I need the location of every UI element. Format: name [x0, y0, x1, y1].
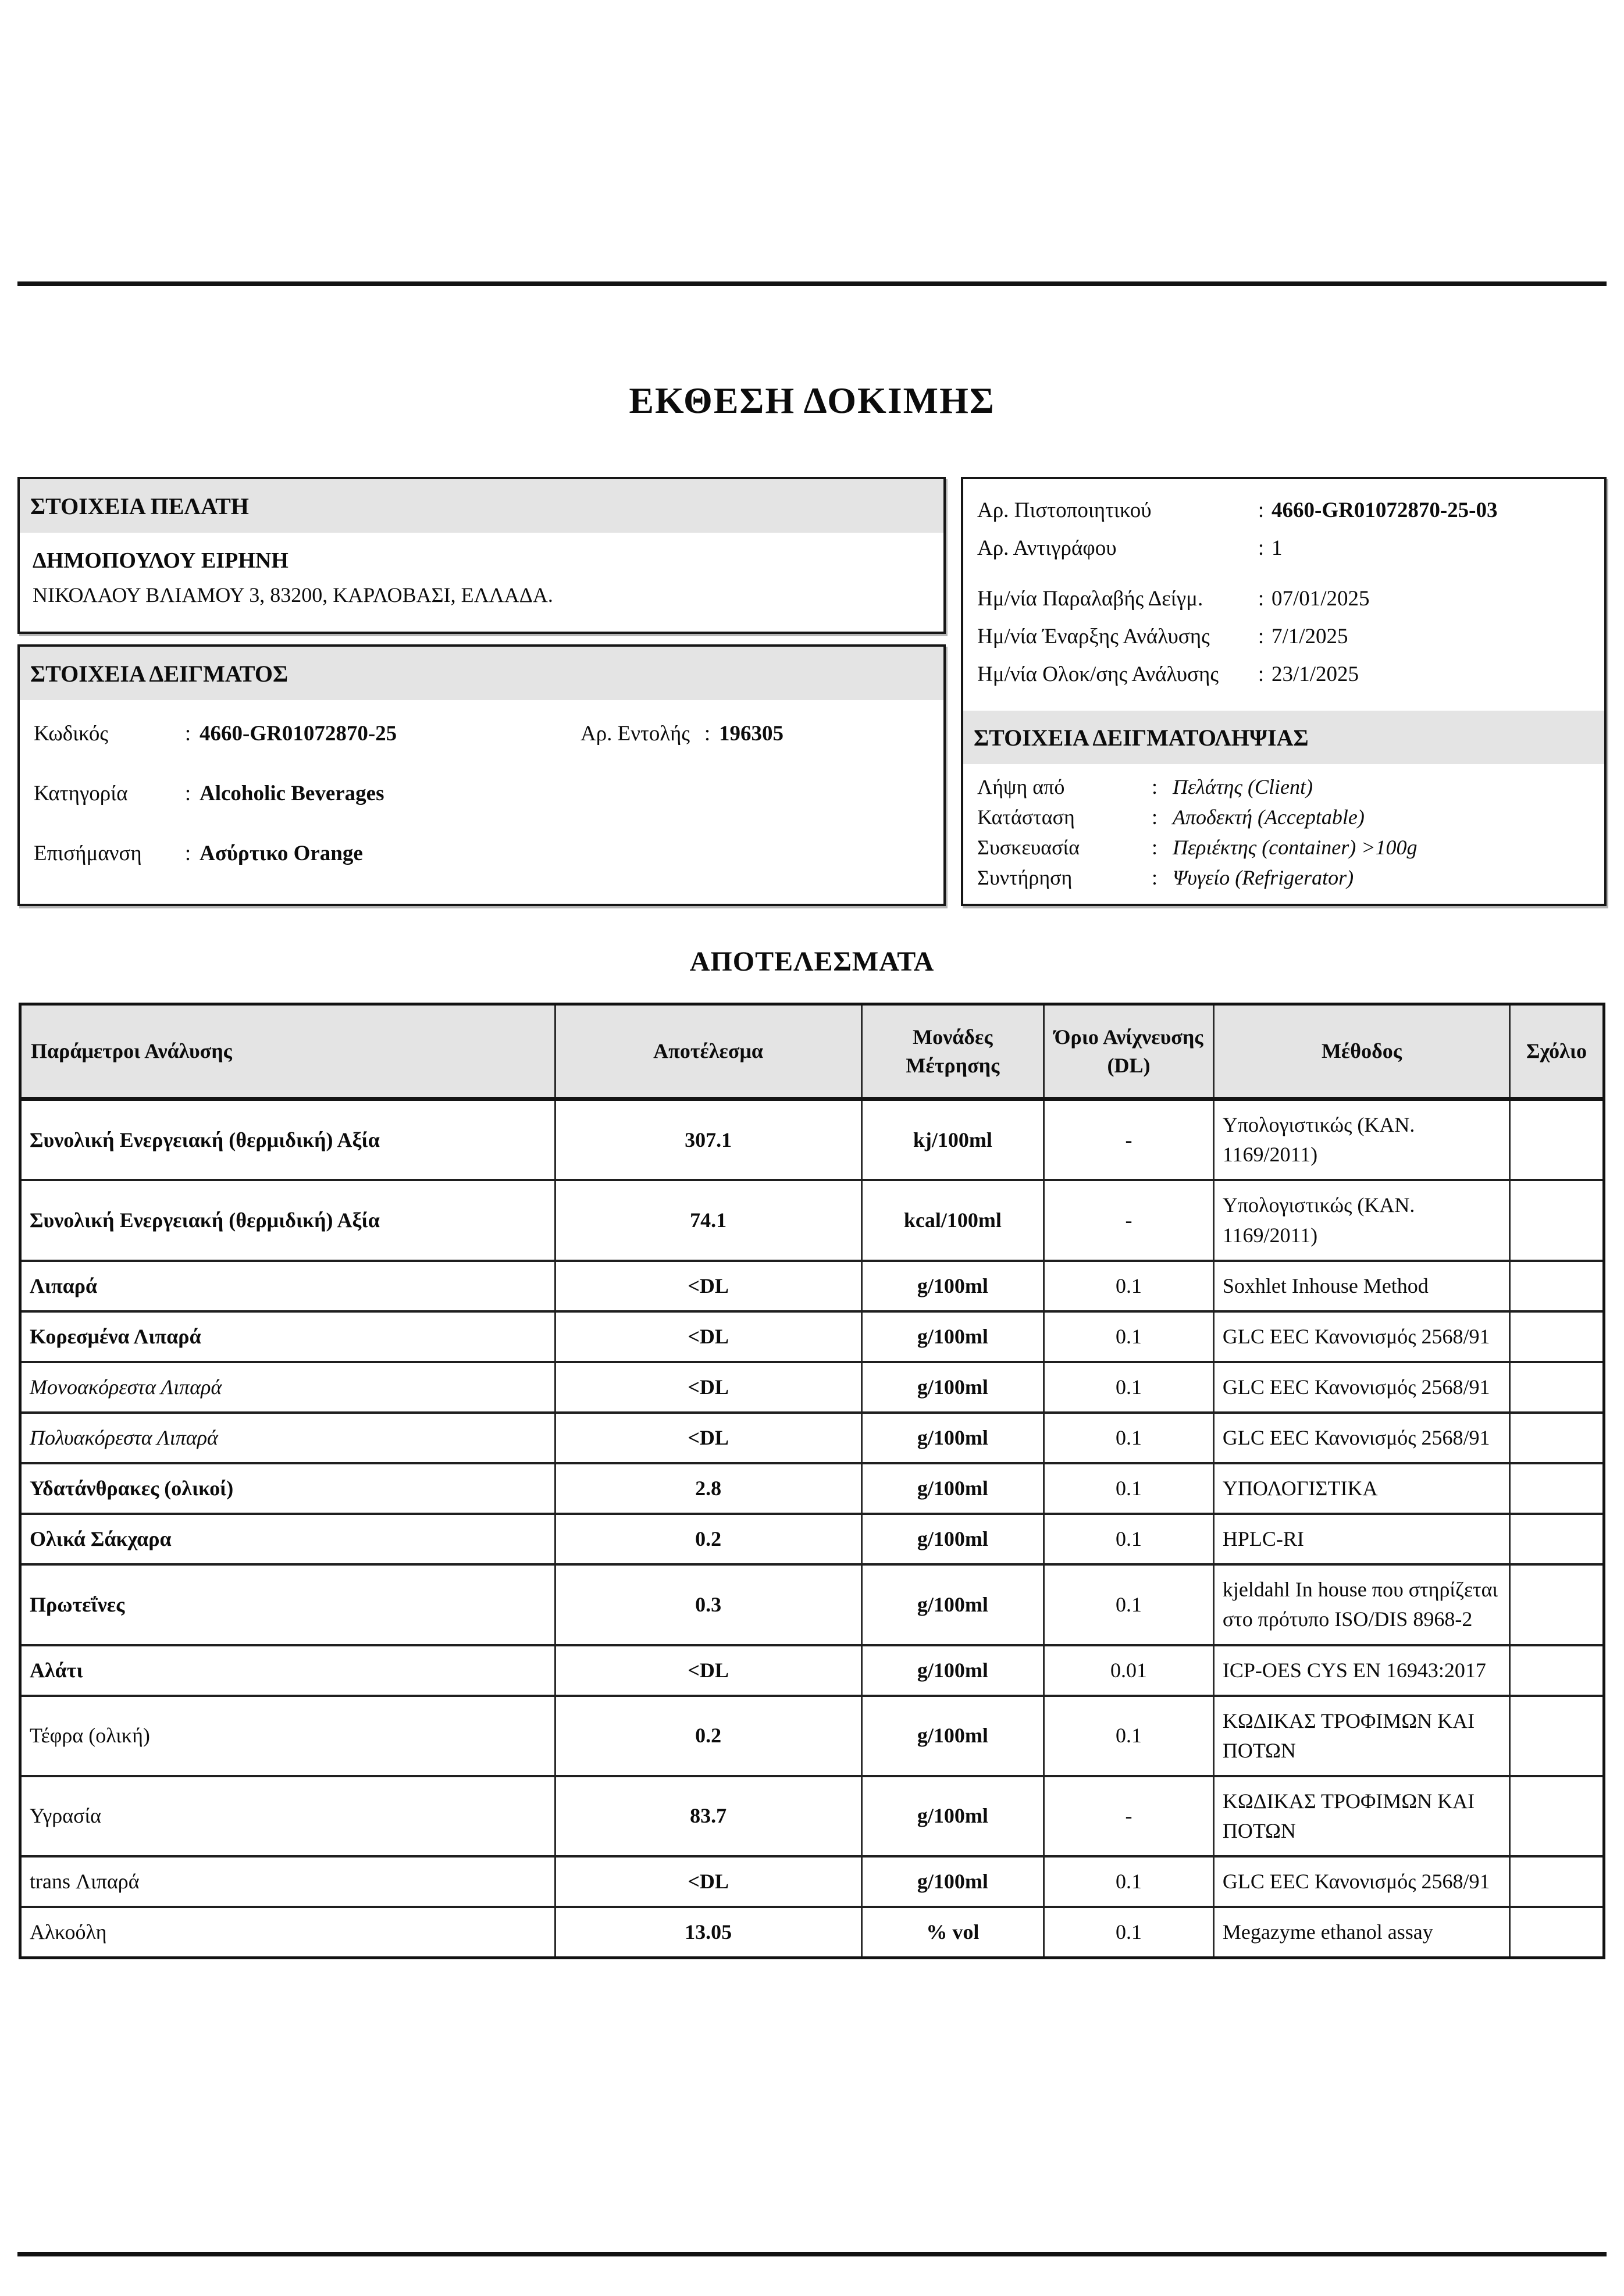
detection-limit-cell: - — [1044, 1099, 1214, 1181]
table-row — [20, 1261, 1604, 1311]
unit-cell: g/100ml — [861, 1645, 1044, 1696]
comment-cell — [1510, 1514, 1604, 1564]
method-cell: ICP-OES CYS EN 16943:2017 — [1213, 1645, 1509, 1696]
table-row — [20, 1907, 1604, 1958]
certificate-row-label: Αρ. Αντιγράφου — [977, 536, 1117, 560]
client-name: ΔΗΜΟΠΟΥΛΟΥ ΕΙΡΗΝΗ — [33, 548, 289, 573]
unit-cell: kcal/100ml — [861, 1180, 1044, 1260]
sample-section-header: ΣΤΟΙΧΕΙΑ ΔΕΙΓΜΑΤΟΣ — [20, 647, 943, 700]
info-section — [17, 477, 1607, 906]
sample-labeling-label: Επισήμανση — [34, 842, 142, 865]
method-cell: kjeldahl In house που στηρίζεται στο πρότυπο ISO/DIS 8968-2 — [1213, 1564, 1509, 1645]
unit-cell: g/100ml — [861, 1311, 1044, 1362]
sampling-row-label: Λήψη από — [977, 775, 1065, 798]
unit-cell: g/100ml — [861, 1463, 1044, 1514]
certificate-row-value: 1 — [1272, 536, 1283, 560]
sampling-row — [977, 805, 1590, 829]
certificate-row — [977, 498, 1590, 523]
bottom-rule — [17, 2252, 1607, 2256]
header-comment: Σχόλιο — [1510, 1004, 1604, 1099]
comment-cell — [1510, 1564, 1604, 1645]
unit-cell: g/100ml — [861, 1362, 1044, 1413]
parameter-cell: Πρωτεΐνες — [20, 1564, 555, 1645]
detection-limit-cell: 0.01 — [1044, 1645, 1214, 1696]
result-cell: 83.7 — [555, 1776, 861, 1856]
unit-cell: g/100ml — [861, 1856, 1044, 1907]
certificate-details — [963, 479, 1604, 700]
parameter-cell: Πολυακόρεστα Λιπαρά — [20, 1413, 555, 1463]
sample-code-pair — [34, 721, 580, 746]
certificate-row — [977, 536, 1590, 561]
result-cell: <DL — [555, 1311, 861, 1362]
unit-cell: g/100ml — [861, 1413, 1044, 1463]
certificate-row-value: 4660-GR01072870-25-03 — [1272, 498, 1498, 522]
comment-cell — [1510, 1362, 1604, 1413]
colon-separator: : — [184, 722, 191, 746]
table-row — [20, 1362, 1604, 1413]
method-cell: Soxhlet Inhouse Method — [1213, 1261, 1509, 1311]
method-cell: Megazyme ethanol assay — [1213, 1907, 1509, 1958]
certificate-row-label: Ημ/νία Ολοκ/σης Ανάλυσης — [977, 662, 1219, 686]
comment-cell — [1510, 1856, 1604, 1907]
detection-limit-cell: 0.1 — [1044, 1907, 1214, 1958]
colon-separator: : — [1152, 805, 1158, 829]
detection-limit-cell: 0.1 — [1044, 1514, 1214, 1564]
colon-separator: : — [1152, 775, 1158, 798]
parameter-cell: Μονοακόρεστα Λιπαρά — [20, 1362, 555, 1413]
header-method: Μέθοδος — [1213, 1004, 1509, 1099]
sampling-row-value: Ψυγείο (Refrigerator) — [1173, 866, 1354, 889]
sample-labeling-value: Ασύρτικο Orange — [200, 842, 363, 865]
table-row — [20, 1514, 1604, 1564]
certificate-row — [977, 662, 1590, 687]
client-box — [17, 477, 946, 634]
sampling-row-value: Πελάτης (Client) — [1173, 775, 1313, 798]
certificate-and-sampling-box — [961, 477, 1607, 906]
parameter-cell: trans Λιπαρά — [20, 1856, 555, 1907]
method-cell: GLC EEC Κανονισμός 2568/91 — [1213, 1311, 1509, 1362]
client-details — [20, 548, 943, 607]
detection-limit-cell: 0.1 — [1044, 1856, 1214, 1907]
result-cell: 0.3 — [555, 1564, 861, 1645]
certificate-row — [977, 586, 1590, 611]
results-table-header-row — [20, 1004, 1604, 1099]
results-table — [19, 1003, 1605, 1959]
result-cell: <DL — [555, 1413, 861, 1463]
sampling-details — [963, 764, 1604, 904]
certificate-row-value: 23/1/2025 — [1272, 662, 1359, 686]
method-cell: HPLC-RI — [1213, 1514, 1509, 1564]
parameter-cell: Συνολική Ενεργειακή (θερμιδική) Αξία — [20, 1180, 555, 1260]
sampling-row — [977, 835, 1590, 860]
sampling-section-header: ΣΤΟΙΧΕΙΑ ΔΕΙΓΜΑΤΟΛΗΨΙΑΣ — [963, 711, 1604, 764]
results-title: ΑΠΟΤΕΛΕΣΜΑΤΑ — [689, 946, 935, 977]
sample-category-label: Κατηγορία — [34, 782, 128, 805]
parameter-cell: Κορεσμένα Λιπαρά — [20, 1311, 555, 1362]
comment-cell — [1510, 1261, 1604, 1311]
method-cell: ΚΩΔΙΚΑΣ ΤΡΟΦΙΜΩΝ ΚΑΙ ΠΟΤΩΝ — [1213, 1696, 1509, 1776]
right-column — [961, 477, 1607, 906]
result-cell: <DL — [555, 1362, 861, 1413]
comment-cell — [1510, 1776, 1604, 1856]
result-cell: 2.8 — [555, 1463, 861, 1514]
result-cell: 74.1 — [555, 1180, 861, 1260]
method-cell: ΥΠΟΛΟΓΙΣΤΙΚΑ — [1213, 1463, 1509, 1514]
result-cell: 307.1 — [555, 1099, 861, 1181]
detection-limit-cell: 0.1 — [1044, 1261, 1214, 1311]
method-cell: GLC EEC Κανονισμός 2568/91 — [1213, 1362, 1509, 1413]
colon-separator: : — [1152, 836, 1158, 859]
parameter-cell: Ολικά Σάκχαρα — [20, 1514, 555, 1564]
client-section-header: ΣΤΟΙΧΕΙΑ ΠΕΛΑΤΗ — [20, 479, 943, 533]
unit-cell: g/100ml — [861, 1514, 1044, 1564]
colon-separator: : — [1152, 866, 1158, 889]
sample-code-value: 4660-GR01072870-25 — [200, 722, 397, 746]
sampling-row-value: Περιέκτης (container) >100g — [1173, 836, 1418, 859]
parameter-cell: Αλάτι — [20, 1645, 555, 1696]
table-row — [20, 1856, 1604, 1907]
sampling-row — [977, 775, 1590, 799]
detection-limit-cell: 0.1 — [1044, 1463, 1214, 1514]
parameter-cell: Λιπαρά — [20, 1261, 555, 1311]
comment-cell — [1510, 1907, 1604, 1958]
method-cell: Υπολογιστικώς (ΚΑΝ. 1169/2011) — [1213, 1099, 1509, 1181]
comment-cell — [1510, 1413, 1604, 1463]
sample-category-value: Alcoholic Beverages — [200, 782, 384, 805]
table-row — [20, 1099, 1604, 1181]
comment-cell — [1510, 1696, 1604, 1776]
method-cell: GLC EEC Κανονισμός 2568/91 — [1213, 1413, 1509, 1463]
unit-cell: kj/100ml — [861, 1099, 1044, 1181]
method-cell: GLC EEC Κανονισμός 2568/91 — [1213, 1856, 1509, 1907]
table-row — [20, 1311, 1604, 1362]
header-units: Μονάδες Μέτρησης — [861, 1004, 1044, 1099]
table-row — [20, 1776, 1604, 1856]
result-cell: 13.05 — [555, 1907, 861, 1958]
method-cell: Υπολογιστικώς (ΚΑΝ. 1169/2011) — [1213, 1180, 1509, 1260]
left-column — [17, 477, 946, 906]
comment-cell — [1510, 1311, 1604, 1362]
detection-limit-cell: 0.1 — [1044, 1564, 1214, 1645]
table-row — [20, 1564, 1604, 1645]
unit-cell: % vol — [861, 1907, 1044, 1958]
parameter-cell: Αλκοόλη — [20, 1907, 555, 1958]
comment-cell — [1510, 1463, 1604, 1514]
header-parameter: Παράμετροι Ανάλυσης — [20, 1004, 555, 1099]
colon-separator: : — [1258, 587, 1265, 611]
parameter-cell: Τέφρα (ολική) — [20, 1696, 555, 1776]
comment-cell — [1510, 1645, 1604, 1696]
detection-limit-cell: - — [1044, 1776, 1214, 1856]
result-cell: 0.2 — [555, 1514, 861, 1564]
top-rule — [17, 281, 1607, 286]
colon-separator: : — [1258, 536, 1265, 560]
certificate-row-value: 7/1/2025 — [1272, 625, 1348, 648]
parameter-cell: Συνολική Ενεργειακή (θερμιδική) Αξία — [20, 1099, 555, 1181]
order-number-pair — [580, 721, 783, 746]
table-row — [20, 1645, 1604, 1696]
sampling-row-value: Αποδεκτή (Acceptable) — [1173, 805, 1365, 829]
result-cell: <DL — [555, 1645, 861, 1696]
result-cell: <DL — [555, 1856, 861, 1907]
sampling-row — [977, 865, 1590, 890]
detection-limit-cell: 0.1 — [1044, 1696, 1214, 1776]
detection-limit-cell: 0.1 — [1044, 1311, 1214, 1362]
sample-labeling-row — [34, 841, 929, 866]
comment-cell — [1510, 1180, 1604, 1260]
result-cell: <DL — [555, 1261, 861, 1311]
table-row — [20, 1696, 1604, 1776]
certificate-row-label: Αρ. Πιστοποιητικού — [977, 498, 1152, 522]
certificate-row — [977, 624, 1590, 649]
certificate-row-label: Ημ/νία Παραλαβής Δείγμ. — [977, 587, 1203, 611]
colon-separator: : — [1258, 625, 1265, 648]
method-cell: ΚΩΔΙΚΑΣ ΤΡΟΦΙΜΩΝ ΚΑΙ ΠΟΤΩΝ — [1213, 1776, 1509, 1856]
detection-limit-cell: - — [1044, 1180, 1214, 1260]
unit-cell: g/100ml — [861, 1696, 1044, 1776]
detection-limit-cell: 0.1 — [1044, 1413, 1214, 1463]
colon-separator: : — [1258, 662, 1265, 686]
parameter-cell: Υδατάνθρακες (ολικοί) — [20, 1463, 555, 1514]
sampling-row-label: Κατάσταση — [977, 805, 1075, 829]
unit-cell: g/100ml — [861, 1776, 1044, 1856]
parameter-cell: Υγρασία — [20, 1776, 555, 1856]
colon-separator: : — [184, 782, 191, 805]
table-row — [20, 1413, 1604, 1463]
unit-cell: g/100ml — [861, 1261, 1044, 1311]
colon-separator: : — [704, 722, 711, 746]
certificate-row-value: 07/01/2025 — [1272, 587, 1370, 611]
detection-limit-cell: 0.1 — [1044, 1362, 1214, 1413]
certificate-row-label: Ημ/νία Έναρξης Ανάλυσης — [977, 625, 1210, 648]
header-detection-limit: Όριο Ανίχνευσης (DL) — [1044, 1004, 1214, 1099]
page-title: ΕΚΘΕΣΗ ΔΟΚΙΜΗΣ — [629, 380, 995, 421]
sampling-row-label: Συσκευασία — [977, 836, 1080, 859]
sampling-row-label: Συντήρηση — [977, 866, 1073, 889]
result-cell: 0.2 — [555, 1696, 861, 1776]
client-address: ΝΙΚΟΛΑΟΥ ΒΛΙΑΜΟΥ 3, 83200, ΚΑΡΛΟΒΑΣΙ, ΕΛΛΑΔΑ. — [33, 583, 553, 607]
table-row — [20, 1463, 1604, 1514]
sample-box — [17, 644, 946, 906]
order-number-value: 196305 — [719, 722, 783, 746]
sample-category-row — [34, 781, 929, 806]
sample-details — [20, 700, 943, 866]
sample-code-row — [34, 721, 929, 746]
order-number-label: Αρ. Εντολής — [580, 722, 690, 746]
colon-separator: : — [184, 842, 191, 865]
comment-cell — [1510, 1099, 1604, 1181]
sample-code-label: Κωδικός — [34, 722, 109, 746]
header-result: Αποτέλεσμα — [555, 1004, 861, 1099]
table-row — [20, 1180, 1604, 1260]
colon-separator: : — [1258, 498, 1265, 522]
unit-cell: g/100ml — [861, 1564, 1044, 1645]
